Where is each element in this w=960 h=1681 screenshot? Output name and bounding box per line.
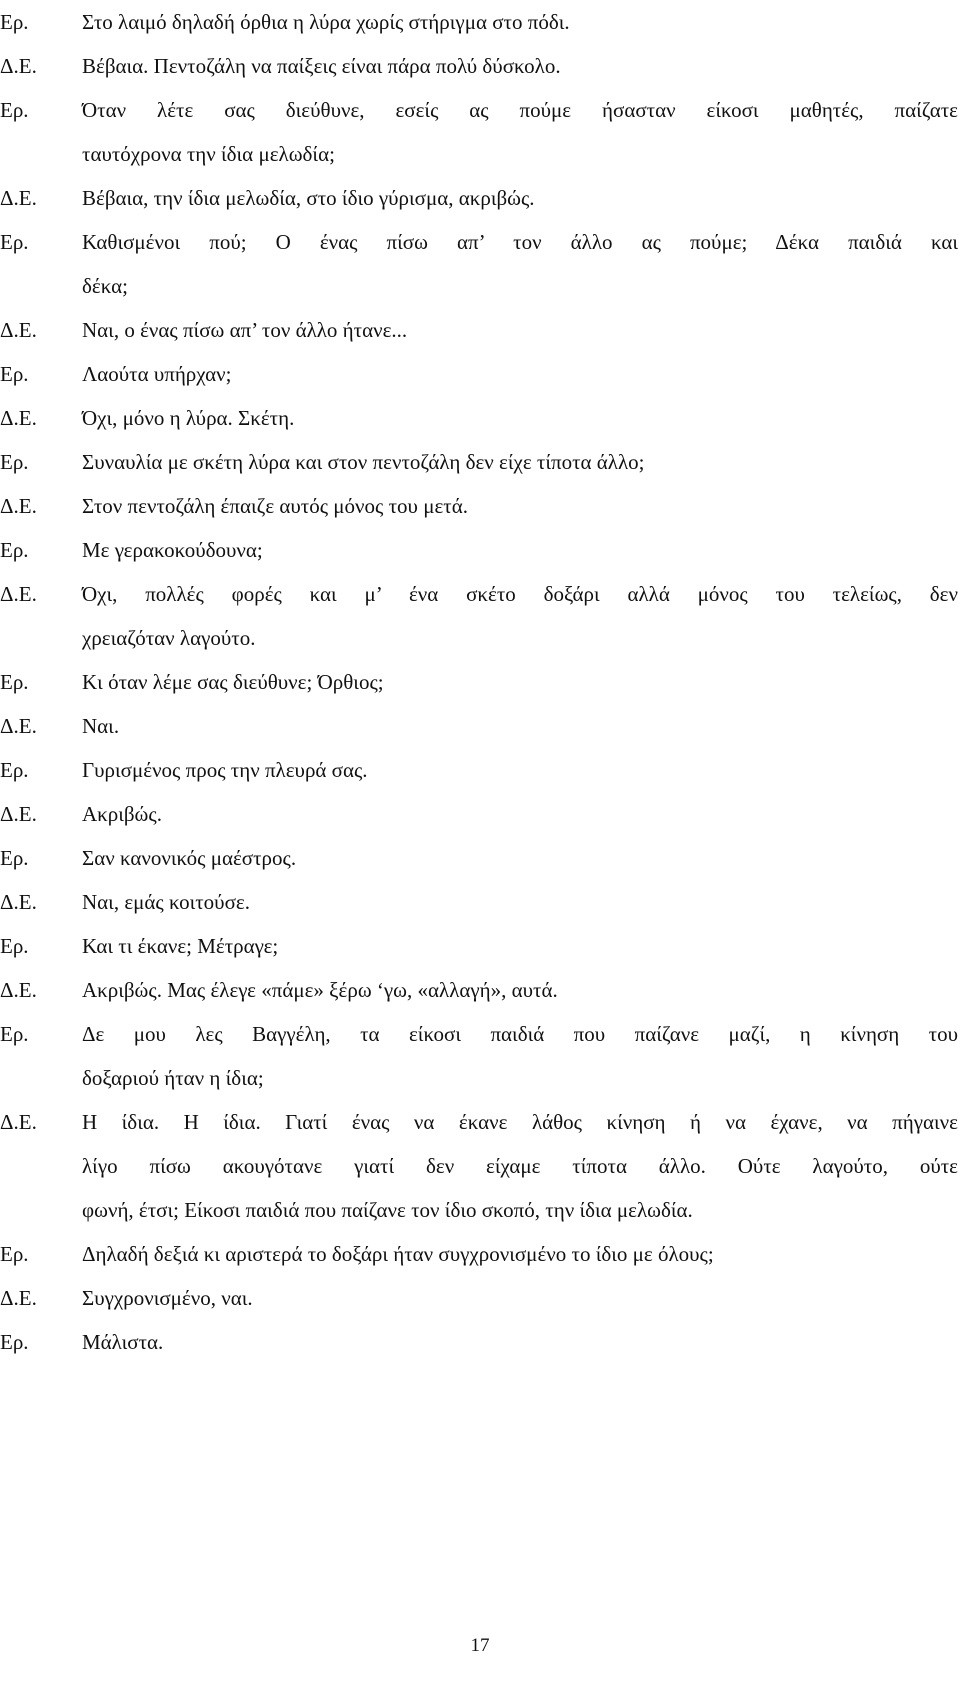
utterance-line: Όχι, μόνο η λύρα. Σκέτη.: [82, 406, 295, 430]
transcript-entry: [0, 176, 960, 220]
transcript-entry: [0, 748, 960, 792]
speaker-label: Ερ.: [0, 1330, 29, 1354]
utterance-line: Η ίδια. Η ίδια. Γιατί ένας να έκανε λάθος κίνηση ή να έχανε, να πήγαινε: [82, 1110, 958, 1134]
speaker-label: Ερ.: [0, 670, 29, 694]
utterance-line: Ακριβώς. Μας έλεγε «πάμε» ξέρω ‘γω, «αλλαγή», αυτά.: [82, 978, 558, 1002]
utterance-text: [82, 0, 958, 44]
speaker-label: Ερ.: [0, 538, 29, 562]
utterance-line: Λαούτα υπήρχαν;: [82, 362, 232, 386]
utterance-line: Κι όταν λέμε σας διεύθυνε; Όρθιος;: [82, 670, 384, 694]
speaker-label: Δ.Ε.: [0, 802, 37, 826]
transcript-entry: [0, 1232, 960, 1276]
speaker-label: Δ.Ε.: [0, 318, 37, 342]
utterance-line: φωνή, έτσι; Είκοσι παιδιά που παίζανε τον ίδιο σκοπό, την ίδια μελωδία.: [82, 1198, 693, 1222]
utterance-text: [82, 1320, 958, 1364]
speaker-label: Δ.Ε.: [0, 978, 37, 1002]
utterance-text: [82, 880, 958, 924]
speaker-label: Ερ.: [0, 758, 29, 782]
speaker-label: Ερ.: [0, 1022, 29, 1046]
transcript-entry: [0, 968, 960, 1012]
transcript-entry: [0, 1276, 960, 1320]
transcript-entry: [0, 396, 960, 440]
transcript-entry: [0, 924, 960, 968]
speaker-label: Δ.Ε.: [0, 582, 37, 606]
utterance-text: [82, 484, 958, 528]
speaker-label: Ερ.: [0, 846, 29, 870]
utterance-line: λίγο πίσω ακουγότανε γιατί δεν είχαμε τίποτα άλλο. Ούτε λαγούτο, ούτε: [82, 1154, 958, 1178]
speaker-label: Ερ.: [0, 1242, 29, 1266]
transcript-entry: [0, 0, 960, 44]
transcript-entry: [0, 660, 960, 704]
transcript-entry: [0, 440, 960, 484]
transcript-entry: [0, 220, 960, 308]
utterance-line: Με γερακοκούδουνα;: [82, 538, 263, 562]
utterance-line: Γυρισμένος προς την πλευρά σας.: [82, 758, 368, 782]
utterance-text: [82, 572, 958, 660]
speaker-label: Δ.Ε.: [0, 186, 37, 210]
utterance-text: [82, 836, 958, 880]
utterance-text: [82, 1012, 958, 1100]
speaker-label: Δ.Ε.: [0, 1286, 37, 1310]
transcript-entry: [0, 880, 960, 924]
utterance-text: [82, 1276, 958, 1320]
utterance-text: [82, 88, 958, 176]
utterance-text: [82, 396, 958, 440]
utterance-text: [82, 352, 958, 396]
speaker-label: Δ.Ε.: [0, 890, 37, 914]
utterance-line: Βέβαια. Πεντοζάλη να παίξεις είναι πάρα πολύ δύσκολο.: [82, 54, 561, 78]
utterance-line: Όταν λέτε σας διεύθυνε, εσείς ας πούμε ήσασταν είκοσι μαθητές, παίζατε: [82, 98, 958, 122]
speaker-label: Ερ.: [0, 10, 29, 34]
speaker-label: Ερ.: [0, 230, 29, 254]
utterance-line: Ναι, ο ένας πίσω απ’ τον άλλο ήτανε...: [82, 318, 408, 342]
utterance-line: χρειαζόταν λαγούτο.: [82, 626, 256, 650]
utterance-line: Δε μου λες Βαγγέλη, τα είκοσι παιδιά που παίζανε μαζί, η κίνηση του: [82, 1022, 958, 1046]
utterance-line: Συγχρονισμένο, ναι.: [82, 1286, 253, 1310]
utterance-text: [82, 704, 958, 748]
transcript-entry: [0, 44, 960, 88]
utterance-text: [82, 220, 958, 308]
utterance-line: Όχι, πολλές φορές και μ’ ένα σκέτο δοξάρι αλλά μόνος του τελείως, δεν: [82, 582, 958, 606]
utterance-text: [82, 440, 958, 484]
transcript-entry: [0, 836, 960, 880]
utterance-text: [82, 176, 958, 220]
utterance-text: [82, 1100, 958, 1232]
utterance-line: Συναυλία με σκέτη λύρα και στον πεντοζάλη δεν είχε τίποτα άλλο;: [82, 450, 645, 474]
utterance-line: Στο λαιμό δηλαδή όρθια η λύρα χωρίς στήριγμα στο πόδι.: [82, 10, 570, 34]
utterance-text: [82, 968, 958, 1012]
utterance-text: [82, 924, 958, 968]
transcript-entry: [0, 1012, 960, 1100]
transcript-entry: [0, 528, 960, 572]
transcript-entry: [0, 572, 960, 660]
speaker-label: Δ.Ε.: [0, 406, 37, 430]
utterance-line: Καθισμένοι πού; Ο ένας πίσω απ’ τον άλλο ας πούμε; Δέκα παιδιά και: [82, 230, 958, 254]
utterance-text: [82, 792, 958, 836]
transcript-entry: [0, 792, 960, 836]
utterance-line: δοξαριού ήταν η ίδια;: [82, 1066, 264, 1090]
utterance-line: Δηλαδή δεξιά κι αριστερά το δοξάρι ήταν συγχρονισμένο το ίδιο με όλους;: [82, 1242, 714, 1266]
transcript-entry: [0, 704, 960, 748]
utterance-line: Ναι, εμάς κοιτούσε.: [82, 890, 250, 914]
speaker-label: Δ.Ε.: [0, 494, 37, 518]
utterance-text: [82, 660, 958, 704]
utterance-text: [82, 748, 958, 792]
speaker-label: Δ.Ε.: [0, 1110, 37, 1134]
transcript-entry: [0, 1320, 960, 1364]
speaker-label: Ερ.: [0, 934, 29, 958]
utterance-text: [82, 44, 958, 88]
speaker-label: Ερ.: [0, 362, 29, 386]
speaker-label: Δ.Ε.: [0, 714, 37, 738]
utterance-line: Βέβαια, την ίδια μελωδία, στο ίδιο γύρισμα, ακριβώς.: [82, 186, 535, 210]
transcript-entry: [0, 352, 960, 396]
utterance-line: Και τι έκανε; Μέτραγε;: [82, 934, 279, 958]
utterance-line: ταυτόχρονα την ίδια μελωδία;: [82, 142, 335, 166]
transcript-entry: [0, 88, 960, 176]
speaker-label: Ερ.: [0, 450, 29, 474]
utterance-line: Σαν κανονικός μαέστρος.: [82, 846, 297, 870]
transcript-entry: [0, 308, 960, 352]
page-number: 17: [470, 1635, 490, 1656]
utterance-line: δέκα;: [82, 274, 128, 298]
utterance-line: Ακριβώς.: [82, 802, 162, 826]
utterance-line: Στον πεντοζάλη έπαιζε αυτός μόνος του μετά.: [82, 494, 468, 518]
transcript-entry: [0, 1100, 960, 1232]
speaker-label: Ερ.: [0, 98, 29, 122]
utterance-text: [82, 1232, 958, 1276]
utterance-line: Ναι.: [82, 714, 120, 738]
utterance-text: [82, 528, 958, 572]
utterance-text: [82, 308, 958, 352]
transcript-entry: [0, 484, 960, 528]
speaker-label: Δ.Ε.: [0, 54, 37, 78]
utterance-line: Μάλιστα.: [82, 1330, 164, 1354]
